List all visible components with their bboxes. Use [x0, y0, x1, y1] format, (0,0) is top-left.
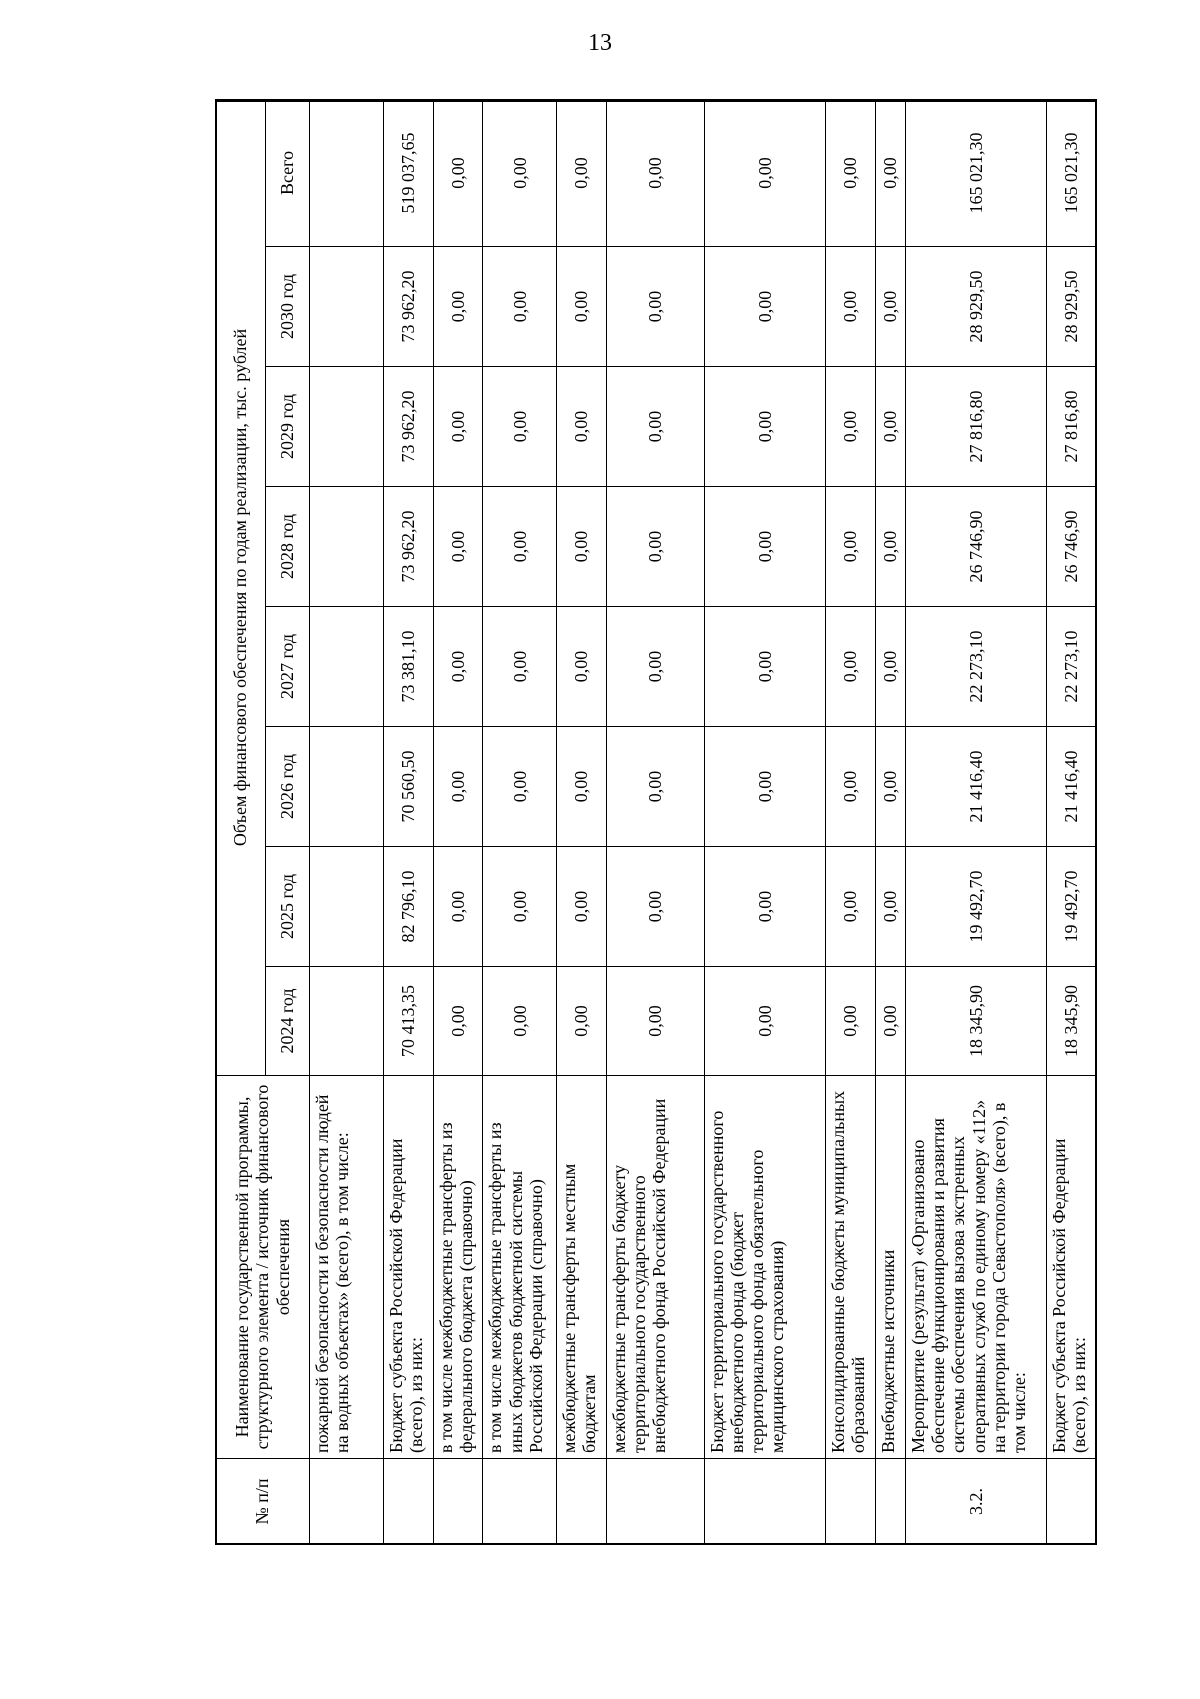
row-name: Мероприятие (результат) «Организовано обеспечение функционирования и развития системы обеспечения вызова экстренных оперативных служб по единому номеру «112» на территории города Севастополя» (всего), в том числе:: [906, 1076, 1047, 1459]
row-value: 0,00: [606, 99, 704, 246]
row-value: 0,00: [825, 847, 875, 967]
row-value: [310, 727, 384, 847]
row-number: [557, 1459, 607, 1545]
row-value: 0,00: [825, 967, 875, 1076]
row-name: пожарной безопасности и безопасности людей на водных объектах» (всего), в том числе:: [310, 1076, 384, 1459]
row-value: 0,00: [704, 487, 825, 607]
row-number: [875, 1459, 905, 1545]
row-value: 18 345,90: [906, 967, 1047, 1076]
row-value: 0,00: [483, 99, 557, 246]
rotated-table-container: [215, 100, 1097, 1545]
row-value: [310, 967, 384, 1076]
table-row: [433, 99, 483, 1544]
row-value: 0,00: [875, 607, 905, 727]
row-value: 0,00: [483, 367, 557, 487]
row-value: 26 746,90: [906, 487, 1047, 607]
row-value: 0,00: [825, 367, 875, 487]
row-value: 0,00: [606, 487, 704, 607]
header-year: 2025 год: [266, 847, 310, 967]
row-value: 73 962,20: [383, 367, 433, 487]
row-value: 0,00: [557, 607, 607, 727]
row-value: 0,00: [606, 727, 704, 847]
row-value: 70 560,50: [383, 727, 433, 847]
row-value: 0,00: [825, 247, 875, 367]
row-value: 0,00: [606, 247, 704, 367]
row-value: 0,00: [704, 367, 825, 487]
row-value: [310, 847, 384, 967]
row-value: 73 381,10: [383, 607, 433, 727]
row-name: Бюджет субъекта Российской Федерации (всего), из них:: [383, 1076, 433, 1459]
table-row: [825, 99, 875, 1544]
row-value: 73 962,20: [383, 247, 433, 367]
row-value: 19 492,70: [1047, 847, 1097, 967]
row-value: 19 492,70: [906, 847, 1047, 967]
row-value: 0,00: [557, 247, 607, 367]
row-value: 0,00: [606, 607, 704, 727]
row-value: 18 345,90: [1047, 967, 1097, 1076]
row-value: 0,00: [825, 607, 875, 727]
row-value: [310, 247, 384, 367]
row-value: 0,00: [704, 99, 825, 246]
header-year: 2028 год: [266, 487, 310, 607]
row-number: [310, 1459, 384, 1545]
header-year: 2024 год: [266, 967, 310, 1076]
row-number: [433, 1459, 483, 1545]
row-value: 0,00: [704, 847, 825, 967]
row-value: 0,00: [825, 727, 875, 847]
row-value: 0,00: [606, 967, 704, 1076]
row-number: [606, 1459, 704, 1545]
table-row: [310, 99, 384, 1544]
header-year: 2029 год: [266, 367, 310, 487]
row-value: 0,00: [606, 367, 704, 487]
row-value: 0,00: [875, 487, 905, 607]
row-value: 70 413,35: [383, 967, 433, 1076]
row-value: 0,00: [606, 847, 704, 967]
row-value: 0,00: [433, 967, 483, 1076]
row-number: [383, 1459, 433, 1545]
table-row: [704, 99, 825, 1544]
row-value: 28 929,50: [906, 247, 1047, 367]
header-year: 2026 год: [266, 727, 310, 847]
row-value: 0,00: [483, 727, 557, 847]
row-name: Бюджет субъекта Российской Федерации (всего), из них:: [1047, 1076, 1097, 1459]
row-value: 0,00: [433, 847, 483, 967]
row-value: 0,00: [433, 247, 483, 367]
table-row: [906, 99, 1047, 1544]
row-value: [310, 99, 384, 246]
row-value: 165 021,30: [906, 99, 1047, 246]
row-value: 0,00: [557, 487, 607, 607]
row-value: 0,00: [483, 847, 557, 967]
row-name: в том числе межбюджетные трансферты из иных бюджетов бюджетной системы Российской Федерации (справочно): [483, 1076, 557, 1459]
row-name: Бюджет территориального государственного внебюджетного фонда (бюджет территориального фонда обязательного медицинского страхования): [704, 1076, 825, 1459]
row-value: 0,00: [704, 247, 825, 367]
row-value: 27 816,80: [906, 367, 1047, 487]
row-value: 0,00: [875, 847, 905, 967]
table-row: [1047, 99, 1097, 1544]
table-row: [606, 99, 704, 1544]
row-value: 0,00: [704, 967, 825, 1076]
row-value: 0,00: [483, 607, 557, 727]
row-value: 27 816,80: [1047, 367, 1097, 487]
row-value: 0,00: [483, 247, 557, 367]
row-value: 21 416,40: [906, 727, 1047, 847]
row-value: 0,00: [433, 607, 483, 727]
row-value: 165 021,30: [1047, 99, 1097, 246]
page-number: 13: [588, 30, 612, 56]
header-year: 2030 год: [266, 247, 310, 367]
row-value: 0,00: [875, 367, 905, 487]
row-value: 0,00: [483, 967, 557, 1076]
row-name: Консолидированные бюджеты муниципальных образований: [825, 1076, 875, 1459]
row-value: 28 929,50: [1047, 247, 1097, 367]
row-name: в том числе межбюджетные трансферты из федерального бюджета (справочно): [433, 1076, 483, 1459]
row-value: 0,00: [557, 847, 607, 967]
row-value: 0,00: [704, 727, 825, 847]
row-name: межбюджетные трансферты местным бюджетам: [557, 1076, 607, 1459]
row-name: Внебюджетные источники: [875, 1076, 905, 1459]
row-value: 0,00: [557, 967, 607, 1076]
row-value: 73 962,20: [383, 487, 433, 607]
row-value: 0,00: [433, 487, 483, 607]
row-value: 0,00: [875, 99, 905, 246]
row-value: 0,00: [825, 487, 875, 607]
row-value: 0,00: [875, 727, 905, 847]
table-row: [875, 99, 905, 1544]
row-value: 0,00: [433, 367, 483, 487]
header-volume: Объем финансового обеспечения по годам реализации, тыс. рублей: [216, 99, 266, 1075]
row-number: 3.2.: [906, 1459, 1047, 1545]
header-row-top: [216, 99, 266, 1544]
row-value: 0,00: [875, 967, 905, 1076]
row-value: 22 273,10: [1047, 607, 1097, 727]
row-value: 0,00: [433, 99, 483, 246]
row-value: 26 746,90: [1047, 487, 1097, 607]
row-value: 0,00: [704, 607, 825, 727]
row-name: межбюджетные трансферты бюджету территориального государственного внебюджетного фонда Российской Федерации: [606, 1076, 704, 1459]
row-value: [310, 607, 384, 727]
header-number: № п/п: [216, 1459, 310, 1545]
row-value: [310, 487, 384, 607]
header-year: 2027 год: [266, 607, 310, 727]
row-value: 21 416,40: [1047, 727, 1097, 847]
financing-table: [215, 99, 1097, 1545]
row-number: [825, 1459, 875, 1545]
row-value: 0,00: [557, 367, 607, 487]
row-value: 0,00: [483, 487, 557, 607]
row-number: [1047, 1459, 1097, 1545]
row-value: 0,00: [557, 727, 607, 847]
row-value: 0,00: [825, 99, 875, 246]
table-row: [483, 99, 557, 1544]
row-value: 0,00: [433, 727, 483, 847]
row-value: 82 796,10: [383, 847, 433, 967]
row-value: [310, 367, 384, 487]
table-row: [557, 99, 607, 1544]
row-value: 0,00: [557, 99, 607, 246]
header-name: Наименование государственной программы, структурного элемента / источник финансового обеспечения: [216, 1076, 310, 1459]
row-value: 519 037,65: [383, 99, 433, 246]
row-number: [704, 1459, 825, 1545]
header-total: Всего: [266, 99, 310, 246]
row-number: [483, 1459, 557, 1545]
table-row: [383, 99, 433, 1544]
row-value: 0,00: [875, 247, 905, 367]
row-value: 22 273,10: [906, 607, 1047, 727]
